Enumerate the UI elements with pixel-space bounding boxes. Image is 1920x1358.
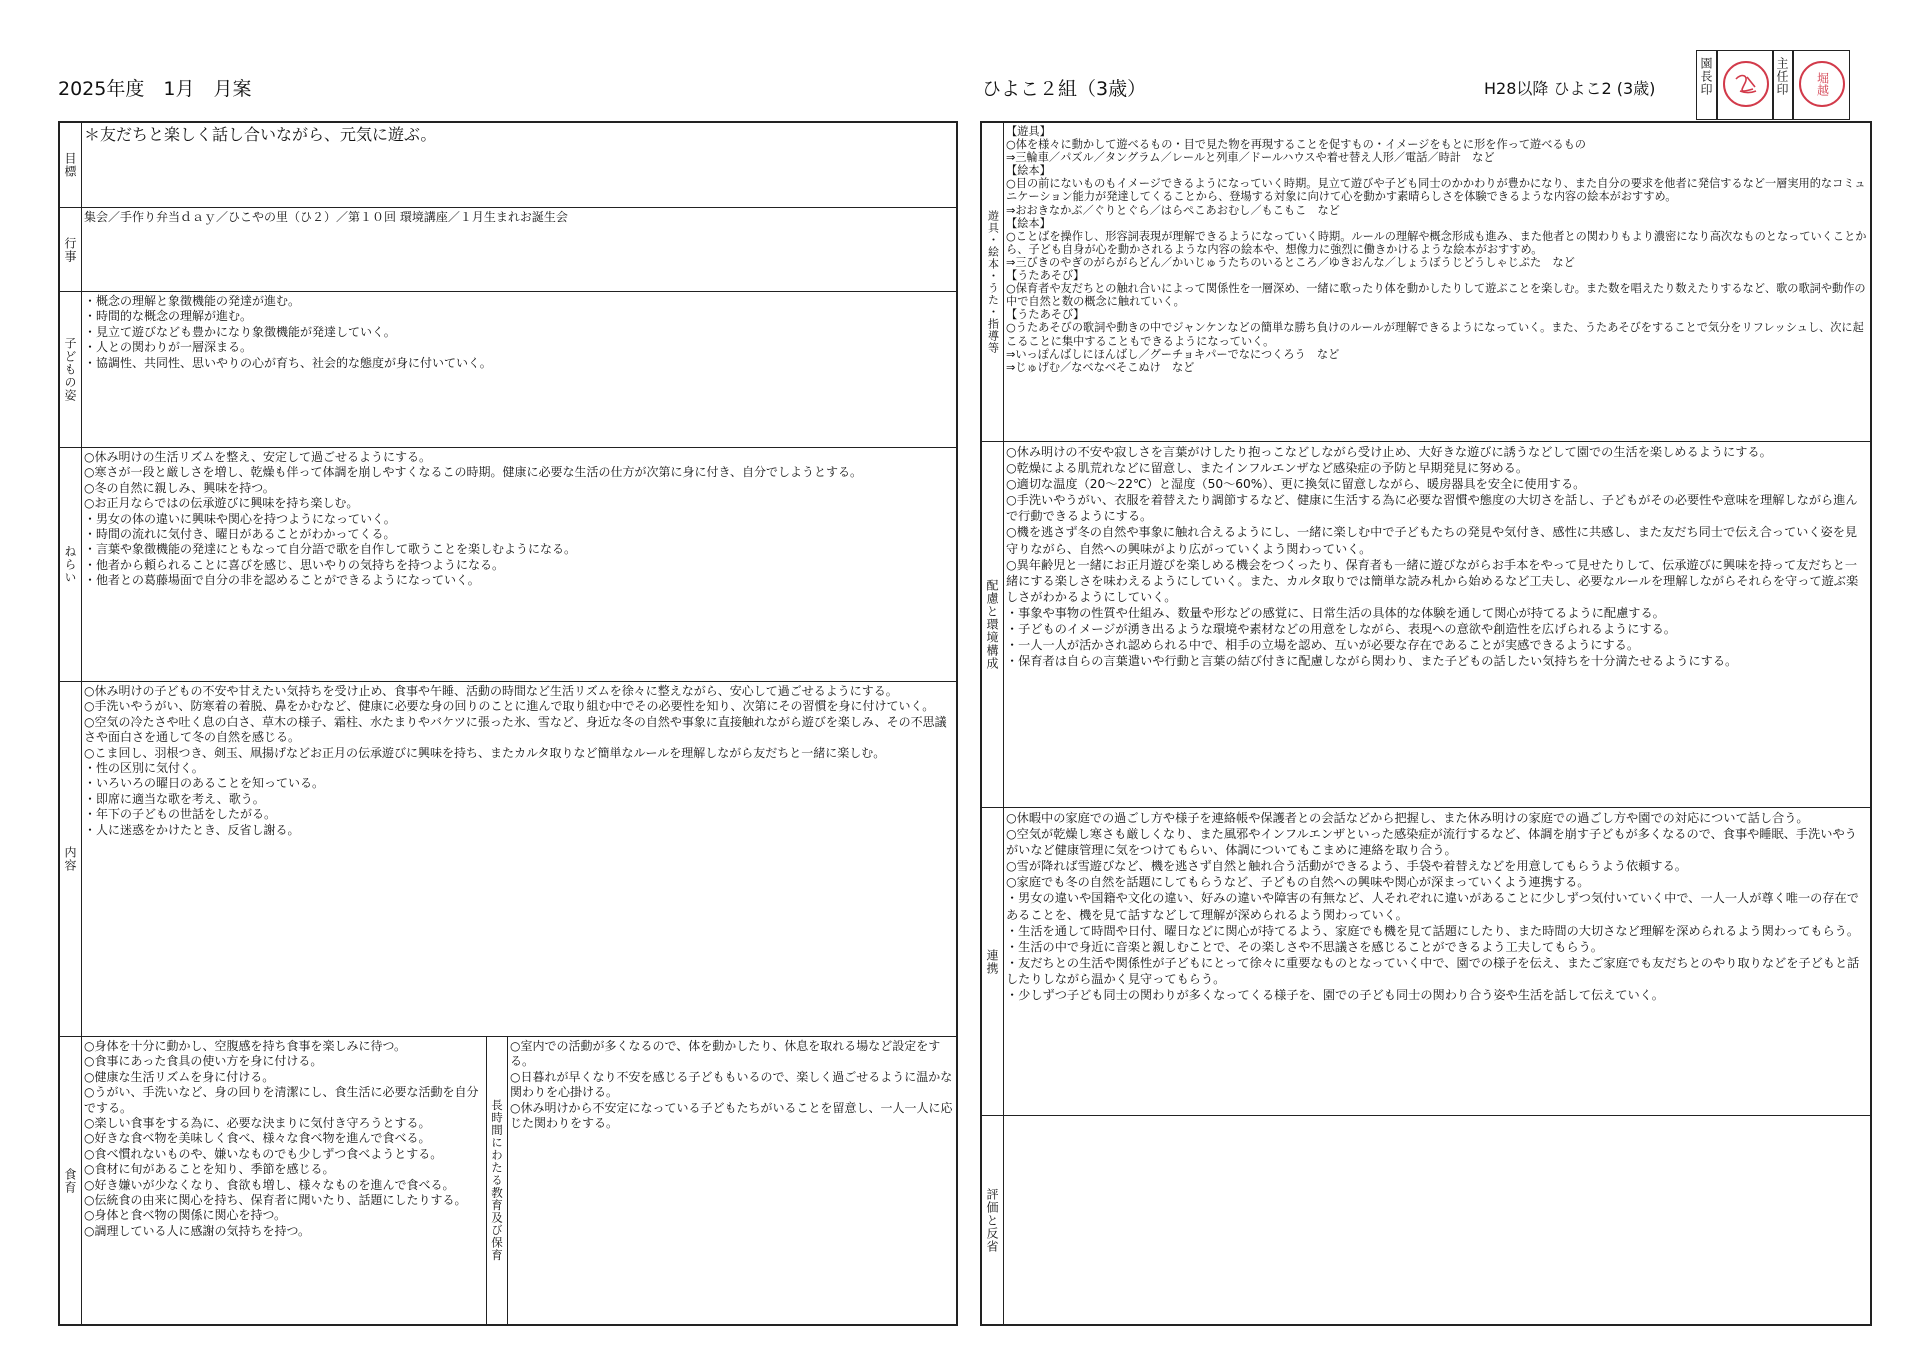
environment-text: ○休み明けの不安や寂しさを言葉がけしたり抱っこなどしながら受け止め、大好きな遊びに誘うなどして園での生活を楽しめるようにする。 ○乾燥による肌荒れなどに留意し、またインフルエンザなど感染症の予防と早期発見に努める。 ○適切な温度（20〜22℃）と湿度（50〜60%）、更に換気に留意しながら、暖房器具を安全に使用する。 ○手洗いやうがい、衣服を着替えたり調節するなど、健康に生活する為に必要な習慣や態度の大切さを話し、子どもがその必要性や意味を理解しながら進んで行動できるようにする。 ○機を逃さず冬の自然や事象に触れ合えるようにし、一緒に楽しむ中で子どもたちの発見や気付き、感性に共感し、また友だち同士で伝え合っていく姿を見守りながら、自然への興味がより広がっていくよう関わっていく。 ○異年齢児と一緒にお正月遊びを楽しめる機会をつくったり、保育者も一緒に遊びながらお手本をやって見せたりして、伝承遊びに興味を持って友だちと一緒にする楽しさを味わえるようにしていく。また、カルタ取りでは簡単な読み札から始めるなど工夫し、必要なルールを理解しながらそれらを守って遊ぶ楽しさがわかるようにしていく。 ・事象や事物の性質や仕組み、数量や形などの感覚に、日常生活の具体的な体験を通して関心が持てるように配慮する。 ・子どものイメージが湧き出るような環境や素材などの用意をしながら、表現への意欲や創造性を広げられるようにする。 ・一人一人が活かされ認められる中で、相手の立場を認め、互いが必要な存在であることが実感できるようにする。 ・保育者は自らの言葉遣いや行動と言葉の結び付きに配慮しながら関わり、また子どもの話したい気持ちを十分満たせるようにする。 (1006, 445, 1859, 669)
long-care-label-cell (486, 1037, 508, 1324)
food-text: ○身体を十分に動かし、空腹感を持ち食事を楽しみに待つ。 ○食事にあった食具の使い方を身に付ける。 ○健康な生活リズムを身に付ける。 ○うがい、手洗いなど、身の回りを清潔にし、食生活に必要な活動を自分でする。 ○楽しい食事をする為に、必要な決まりに気付き守ろうとする。 ○好きな食べ物を美味しく食べ、様々な食べ物を進んで食べる。 ○食べ慣れないものや、嫌いなものでも少しずつ食べようとする。 ○食材に旬があることを知り、季節を感じる。 ○好き嫌いが少なくなり、食欲も増し、様々なものを進んで食べる。 ○伝統食の由来に関心を持ち、保育者に聞いたり、話題にしたりする。 ○身体と食べ物の関係に関心を持つ。 ○調理している人に感謝の気持ちを持つ。 (84, 1039, 479, 1238)
long-care-label: 長時間にわたる教育及び保育 (490, 1099, 504, 1262)
child-figure-row (60, 291, 956, 447)
cooperation-label-cell (982, 808, 1004, 1115)
goal-text: ＊友だちと楽しく話し合いながら、元気に遊ぶ。 (84, 125, 437, 144)
chief-label-box (1772, 50, 1794, 120)
environment-row (982, 441, 1870, 807)
food-row (60, 1036, 956, 1324)
child-figure-label: 子どもの姿 (63, 337, 77, 402)
aims-label-cell (60, 448, 82, 681)
evaluation-row (982, 1115, 1870, 1324)
cooperation-row (982, 807, 1870, 1115)
guidance-row (982, 123, 1870, 441)
goal-row (60, 123, 956, 207)
goal-label-cell (60, 123, 82, 207)
evaluation-label-cell (982, 1116, 1004, 1324)
signature-icon (1731, 69, 1761, 99)
guidance-label: 遊具・絵本・うた・指導等 (986, 210, 1000, 354)
child-figure-label-cell (60, 292, 82, 447)
aims-text: ○休み明けの生活リズムを整え、安定して過ごせるようにする。 ○寒さが一段と厳しさを増し、乾燥も伴って体調を崩しやすくなるこの時期。健康に必要な生活の仕方が次第に身に付き、自分でしようとする。 ○冬の自然に親しみ、興味を持つ。 ○お正月ならではの伝承遊びに興味を持ち楽しむ。 ・男女の体の違いに興味や関心を持つようになっていく。 ・時間の流れに気付き、曜日があることがわかってくる。 ・言葉や象徴機能の発達にともなって自分語で歌を自作して歌うことを楽しむようになる。 ・他者から頼られることに喜びを感じ、思いやりの気持ちを持つようになる。 ・他者との葛藤場面で自分の非を認めることができるようになっていく。 (84, 450, 862, 588)
right-plan-panel (980, 121, 1872, 1326)
environment-label: 配慮と環境構成 (985, 579, 999, 670)
food-label-cell (60, 1037, 82, 1324)
document-title: 2025年度 1月 月案 (58, 78, 252, 100)
guidance-label-cell (982, 123, 1004, 441)
principal-label-box (1696, 50, 1718, 120)
class-name: ひよこ２組（3歳） (982, 78, 1147, 100)
chief-seal: 堀越 (1799, 61, 1845, 107)
content-label-cell (60, 682, 82, 1036)
chief-seal-box (1792, 50, 1850, 120)
child-figure-text: ・概念の理解と象徴機能の発達が進む。 ・時間的な概念の理解が進む。 ・見立て遊びなども豊かになり象徴機能が発達していく。 ・人との関わりが一層深まる。 ・協調性、共同性、思いやりの心が育ち、社会的な態度が身に付いていく。 (84, 294, 492, 370)
long-care-text: ○室内での活動が多くなるので、体を動かしたり、休息を取れる場など設定をする。 ○日暮れが早くなり不安を感じる子どももいるので、楽しく過ごせるように温かな関わりを心掛ける。 ○休み明けから不安定になっている子どもたちがいることを留意し、一人一人に応じた関わりをする。 (510, 1039, 953, 1131)
plan-code: H28以降 ひよこ2 (3歳) (1484, 79, 1656, 98)
aims-label: ねらい (63, 545, 77, 584)
events-text: 集会／手作り弁当ｄａｙ／ひこやの里（ひ２）／第１０回 環境講座／１月生まれお誕生会 (84, 210, 568, 224)
evaluation-text[interactable] (1006, 1118, 1868, 1322)
principal-seal-box (1716, 50, 1774, 120)
content-row (60, 681, 956, 1036)
food-label: 食育 (63, 1167, 77, 1194)
goal-label: 目標 (63, 152, 77, 178)
events-row (60, 207, 956, 291)
left-plan-panel (58, 121, 958, 1326)
events-label-cell (60, 208, 82, 291)
principal-seal (1723, 61, 1769, 107)
guidance-text: 【遊具】 ○体を様々に動かして遊べるもの・目で見た物を再現することを促すもの・イメージをもとに形を作って遊べるもの ⇒三輪車／パズル／タングラム／レールと列車／ドールハウスや着せ替え人形／電話／時計 など 【絵本】 ○目の前にないものもイメージできるようになっていく時期。見立て遊びや子ども同士のかかわりが豊かになり、また自分の要求を他者に発信するなど一層実用的なコミュニケーション能力が発達してくることから、登場する対象に向けて心を動かす素晴らしさを体験できるような内容の絵本がおすすめ。 ⇒おおきなかぶ／ぐりとぐら／はらぺこあおむし／もこもこ など 【絵本】 ○ことばを操作し、形容詞表現が理解できるようになっていく時期。ルールの理解や概念形成も進み、また他者との関わりもより濃密になり高次なものとなっていくことから、子ども自身が心を動かされるような内容の絵本や、想像力に強烈に働きかけるような絵本がおすすめ。 ⇒三びきのやぎのがらがらどん／かいじゅうたちのいるところ／ゆきおんな／しょうぼうじどうしゃじぷた など 【うたあそび】 ○保育者や友だちとの触れ合いによって関係性を一層深め、一緒に歌ったり体を動かしたりして遊ぶことを楽しむ。また数を唱えたり数えたりするなど、歌の歌詞や動作の中で自然と数の概念に触れていく。 【うたあそび】 ○うたあそびの歌詞や動きの中でジャンケンなどの簡単な勝ち負けのルールが理解できるようになっていく。また、うたあそびをすることで気分をリフレッシュし、次に起こることに集中することもできるようになっていく。 ⇒いっぽんばしにほんばし／グーチョキパーでなにつくろう など ⇒じゅげむ／なべなべそこぬけ など (1006, 125, 1867, 374)
aims-row (60, 447, 956, 681)
content-text: ○休み明けの子どもの不安や甘えたい気持ちを受け止め、食事や午睡、活動の時間など生活リズムを徐々に整えながら、安心して過ごせるようにする。 ○手洗いやうがい、防寒着の着脱、鼻をかむなど、健康に必要な身の回りのことに進んで取り組む中でその必要性を知り、次第にその習慣を身に付けていく。 ○空気の冷たさや吐く息の白さ、草木の様子、霜柱、水たまりやバケツに張った氷、雪など、身近な冬の自然や事象に直接触れながら遊びを楽しみ、その不思議さや面白さを通して冬の自然を感じる。 ○こま回し、羽根つき、剣玉、凧揚げなどお正月の伝承遊びに興味を持ち、またカルタ取りなど簡単なルールを理解しながら友だちと一緒に楽しむ。 ・性の区別に気付く。 ・いろいろの曜日のあることを知っている。 ・即席に適当な歌を考え、歌う。 ・年下の子どもの世話をしたがる。 ・人に迷惑をかけたとき、反省し謝る。 (84, 684, 947, 837)
events-label: 行事 (63, 236, 77, 263)
content-label: 内容 (63, 846, 77, 872)
environment-label-cell (982, 442, 1004, 807)
cooperation-label: 連携 (985, 948, 999, 975)
principal-label: 園長印 (1699, 57, 1713, 96)
chief-label: 主任印 (1775, 57, 1789, 96)
evaluation-label: 評価と反省 (985, 1187, 999, 1253)
cooperation-text: ○休暇中の家庭での過ごし方や様子を連絡帳や保護者との会話などから把握し、また休み明けの家庭での過ごし方や園での対応について話し合う。 ○空気が乾燥し寒さも厳しくなり、また風邪やインフルエンザといった感染症が流行するなど、体調を崩す子どもが多くなるので、食事や睡眠、手洗いやうがいなど健康管理に気をつけてもらい、体調についてもこまめに連絡を取り合う。 ○雪が降れば雪遊びなど、機を逃さず自然と触れ合う活動ができるよう、手袋や着替えなどを用意してもらうよう依頼する。 ○家庭でも冬の自然を話題にしてもらうなど、子どもの自然への興味や関心が深まっていくよう連携する。 ・男女の違いや国籍や文化の違い、好みの違いや障害の有無など、人それぞれに違いがあることに少しずつ気付いていく中で、一人一人が尊く唯一の存在であることを、機を見て話すなどして理解が深められるよう関わっていく。 ・生活を通して時間や日付、曜日などに関心が持てるよう、家庭でも機を見て話題にしたり、また時間の大切さなど理解を深められるよう関わってもらう。 ・生活の中で身近に音楽と親しむことで、その楽しさや不思議さを感じることができるよう工夫してもらう。 ・友だちとの生活や関係性が子どもにとって徐々に重要なものとなっていく中で、園での様子を伝え、またご家庭でも友だちとのやり取りなどを子どもと話したりしながら温かく見守ってもらう。 ・少しずつ子ども同士の関わりが多くなってくる様子を、園での子ども同士の関わり合う姿や生活を話して伝えていく。 (1006, 811, 1860, 1003)
